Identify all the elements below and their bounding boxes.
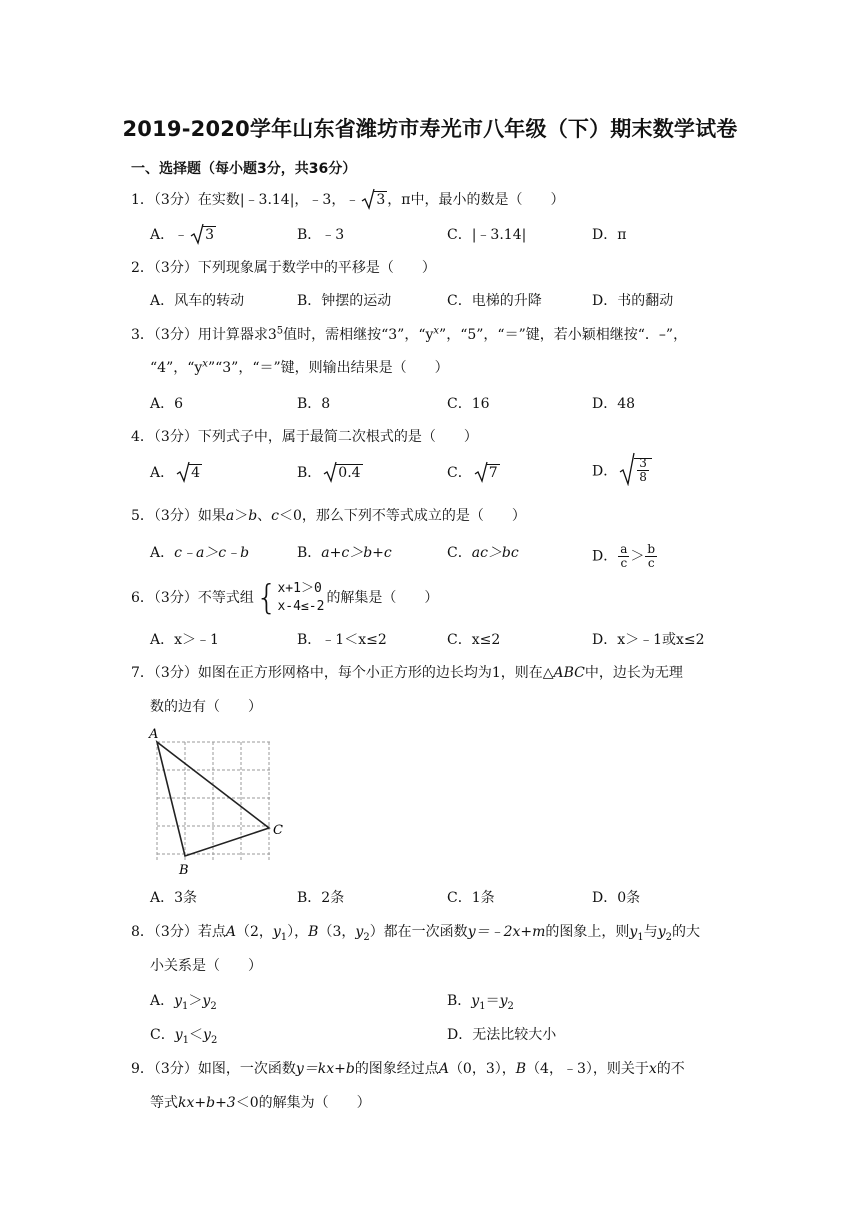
question-1-option-a: A．﹣ 3 (150, 225, 216, 245)
question-2-option-d: D．书的翻动 (592, 293, 674, 309)
question-2-option-b: B．钟摆的运动 (297, 293, 392, 309)
question-5-option-c: C．ac＞bc (447, 545, 519, 561)
question-1-stem: 1．（3分）在实数|﹣3.14|，﹣3，﹣ 3 ，π中，最小的数是（ ） (131, 190, 564, 210)
question-4-option-b: B． 0.4 (297, 463, 363, 483)
question-6-option-b: B．﹣1＜x≤2 (297, 632, 387, 648)
question-3-stem: 3．（3分）用计算器求$3^5$值时，需相继按“3”，“$y^x$”，“5”，“＝”键，若小颖相继按“．–”， (131, 325, 688, 343)
grid-triangle-figure (145, 725, 295, 880)
question-8-option-a: A．$y_1>y_2$ (150, 993, 217, 1012)
question-4-stem: 4．（3分）下列式子中，属于最简二次根式的是（ ） (131, 429, 478, 445)
question-3-option-b: B．8 (297, 396, 331, 412)
question-7-option-c: C．1条 (447, 890, 495, 906)
question-3-stem-line2: “4”，“$y^x”“3$”，“＝”键，则输出结果是（ ） (150, 358, 449, 376)
question-4-option-c: C． 7 (447, 463, 500, 483)
question-7-stem: 7．（3分）如图在正方形网格中，每个小正方形的边长均为1，则在△ABC中，边长为无理 (131, 665, 683, 681)
question-8-option-c: C．$y_1<y_2$ (150, 1027, 218, 1046)
question-2-option-a: A．风车的转动 (150, 293, 245, 309)
question-5-stem: 5．（3分）如果a＞b、c＜0，那么下列不等式成立的是（ ） (131, 508, 526, 524)
question-1-option-d: D．π (592, 227, 627, 243)
question-6-option-a: A．x＞﹣1 (150, 632, 219, 648)
sqrt-symbol: 3 (361, 190, 387, 210)
question-7-option-a: A．3条 (150, 890, 198, 906)
question-8-option-d: D．无法比较大小 (447, 1027, 557, 1043)
question-3-option-a: A．6 (150, 396, 184, 412)
question-7-option-b: B．2条 (297, 890, 345, 906)
page-title: 2019-2020学年山东省潍坊市寿光市八年级（下）期末数学试卷 (122, 117, 738, 141)
vertex-label-b: B (179, 863, 189, 878)
question-6-option-c: C．x≤2 (447, 632, 501, 648)
question-7-stem-line2: 数的边有（ ） (150, 699, 262, 715)
question-2-option-c: C．电梯的升降 (447, 293, 542, 309)
question-6-stem: 6．（3分）不等式组 { x+1＞0 x-4≤-2 的解集是（ ） (131, 578, 439, 618)
section-heading: 一、选择题（每小题3分，共36分） (131, 161, 357, 177)
question-8-stem-line2: 小关系是（ ） (150, 958, 262, 974)
question-8-option-b: B．$y_1=y_2$ (447, 993, 514, 1012)
question-9-stem: 9．（3分）如图，一次函数y＝kx+b的图象经过点A（0，3），B（4，﹣3），则关于x的不 (131, 1061, 685, 1077)
question-8-stem: 8．（3分）若点A（2，$y_1$），B（3，$y_2$）都在一次函数y＝﹣2x+m的图象上，则$y_1$与$y_2$的大 (131, 924, 700, 943)
question-1-option-c: C．|﹣3.14| (447, 227, 527, 243)
question-5-option-b: B．a+c＞b+c (297, 545, 392, 561)
question-5-option-a: A．c﹣a＞c﹣b (150, 545, 250, 561)
question-4-option-a: A． 4 (150, 463, 202, 483)
vertex-label-a: A (149, 727, 159, 742)
question-2-stem: 2．（3分）下列现象属于数学中的平移是（ ） (131, 260, 436, 276)
grid-lines (157, 742, 270, 862)
question-3-option-d: D．48 (592, 396, 636, 412)
question-4-option-d: D． $\frac{3}{8}$ (592, 458, 652, 484)
question-5-option-d: D． $\frac{a}{c}$ ＞ $\frac{b}{c}$ (592, 542, 656, 570)
inequality-system: { x+1＞0 x-4≤-2 (255, 578, 325, 618)
question-3-option-c: C．16 (447, 396, 490, 412)
question-1-option-b: B．﹣3 (297, 227, 345, 243)
question-6-option-d: D．x＞﹣1或x≤2 (592, 632, 705, 648)
question-7-option-d: D．0条 (592, 890, 641, 906)
question-9-stem-line2: 等式kx+b+3＜0的解集为（ ） (150, 1095, 371, 1111)
vertex-label-c: C (273, 823, 283, 838)
